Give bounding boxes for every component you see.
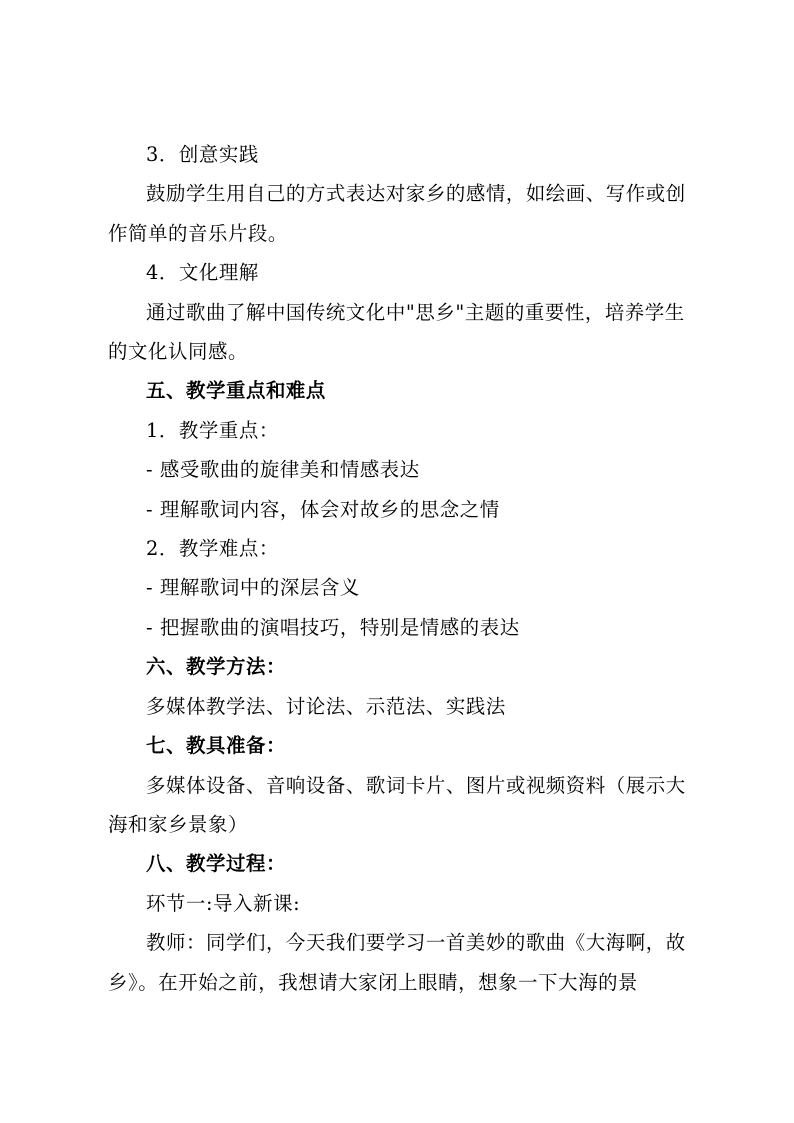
heading-teaching-methods: 六、教学方法：	[146, 655, 286, 679]
paragraph-cultural-understanding: 通过歌曲了解中国传统文化中"思乡"主题的重要性，培养学生的文化认同感。	[108, 300, 685, 364]
paragraph-teaching-aids: 多媒体设备、音响设备、歌词卡片、图片或视频资料（展示大海和家乡景象）	[108, 773, 686, 836]
heading-key-points-and-difficulties: 五、教学重点和难点	[146, 379, 326, 403]
subheading-key-points: 1．教学重点：	[146, 418, 279, 442]
list-item-key-point-2: - 理解歌词内容，体会对故乡的思念之情	[146, 497, 500, 521]
heading-teaching-aids: 七、教具准备：	[146, 734, 286, 758]
heading-teaching-process: 八、教学过程：	[146, 852, 286, 876]
section-heading-cultural-understanding: 4．文化理解	[146, 261, 259, 285]
list-item-difficulty-1: - 理解歌词中的深层含义	[146, 576, 360, 600]
paragraph-creative-practice: 鼓励学生用自己的方式表达对家乡的感情，如绘画、写作或创作简单的音乐片段。	[108, 182, 686, 245]
document-body	[108, 135, 698, 1002]
list-item-difficulty-2: - 把握歌曲的演唱技巧，特别是情感的表达	[146, 615, 520, 639]
section-heading-creative-practice: 3．创意实践	[146, 143, 259, 166]
paragraph-teacher-intro: 教师：同学们，今天我们要学习一首美妙的歌曲《大海啊，故乡》。在开始之前，我想请大家闭上眼睛，想象一下大海的景	[108, 931, 686, 994]
paragraph-teaching-methods: 多媒体教学法、讨论法、示范法、实践法	[146, 694, 506, 718]
list-item-key-point-1: - 感受歌曲的旋律美和情感表达	[146, 458, 420, 482]
subheading-introduction: 环节一:导入新课:	[146, 891, 301, 915]
subheading-difficulties: 2．教学难点：	[146, 537, 279, 561]
